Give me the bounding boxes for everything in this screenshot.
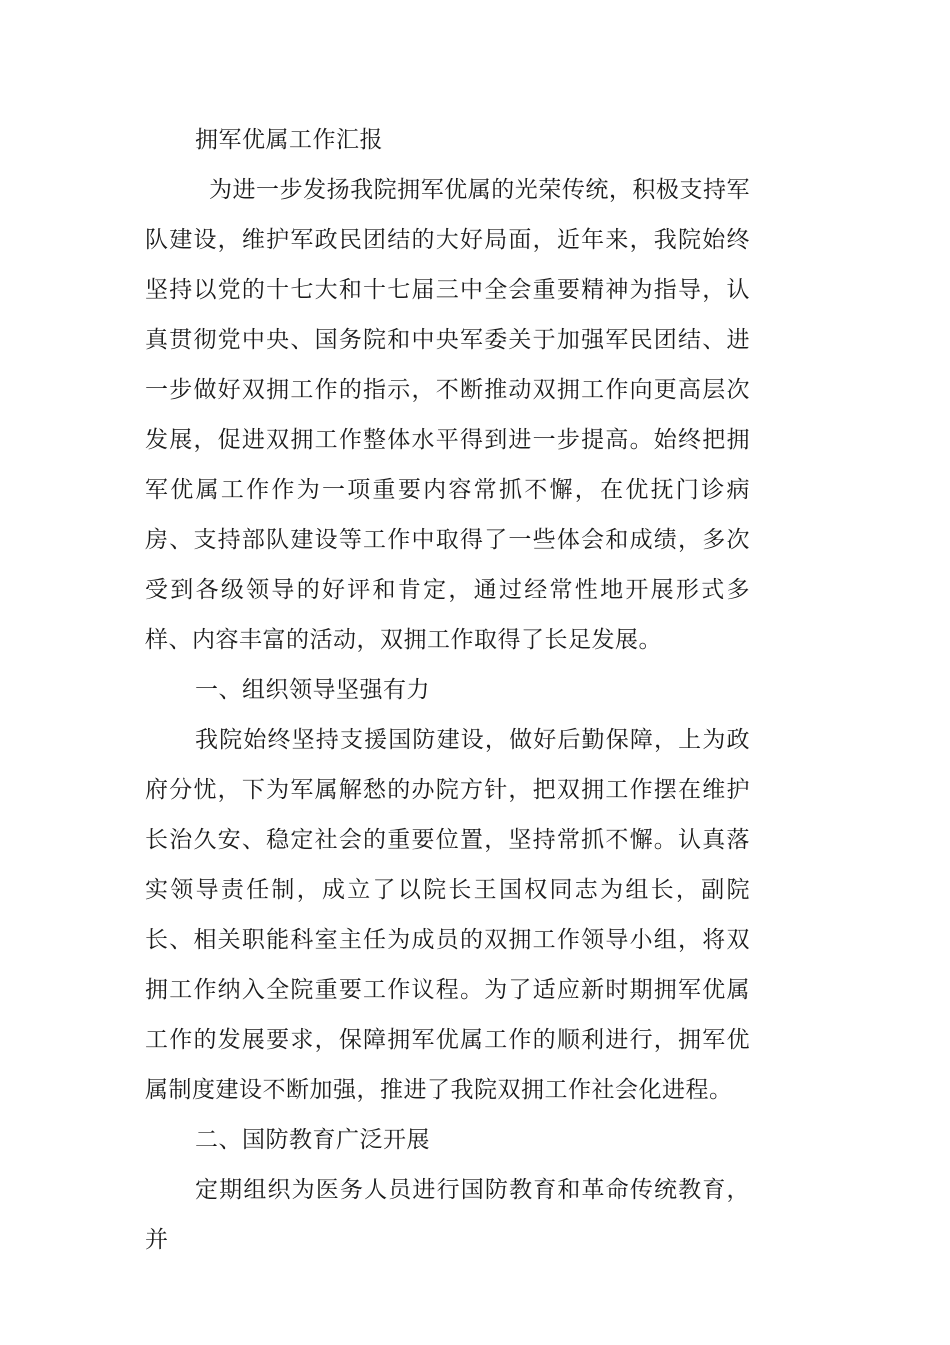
section-2-paragraph: 定期组织为医务人员进行国防教育和革命传统教育，并 <box>145 1177 750 1253</box>
intro-paragraph: 为进一步发扬我院拥军优属的光荣传统，积极支持军队建设，维护军政民团结的大好局面，近年来，我院始终坚持以党的十七大和十七届三中全会重要精神为指导，认真贯彻党中央、国务院和中央军委关于加强军民团结、进一步做好双拥工作的指示，不断推动双拥工作向更高层次发展，促进双拥工作整体水平得到进一步提高。始终把拥军优属工作作为一项重要内容常抓不懈，在优抚门诊病房、支持部队建设等工作中取得了一些体会和成绩，多次受到各级领导的好评和肯定，通过经常性地开展形式多样、内容丰富的活动，双拥工作取得了长足发展。 <box>145 177 750 653</box>
section-1-heading: 一、组织领导坚强有力 <box>195 677 430 703</box>
document-body <box>145 115 750 1265</box>
section-1-paragraph: 我院始终坚持支援国防建设，做好后勤保障，上为政府分忧，下为军属解愁的办院方针，把双拥工作摆在维护长治久安、稳定社会的重要位置，坚持常抓不懈。认真落实领导责任制，成立了以院长王国权同志为组长，副院长、相关职能科室主任为成员的双拥工作领导小组，将双拥工作纳入全院重要工作议程。为了适应新时期拥军优属工作的发展要求，保障拥军优属工作的顺利进行，拥军优属制度建设不断加强，推进了我院双拥工作社会化进程。 <box>145 727 750 1103</box>
document-title: 拥军优属工作汇报 <box>195 127 383 153</box>
section-2-heading: 二、国防教育广泛开展 <box>195 1127 430 1153</box>
